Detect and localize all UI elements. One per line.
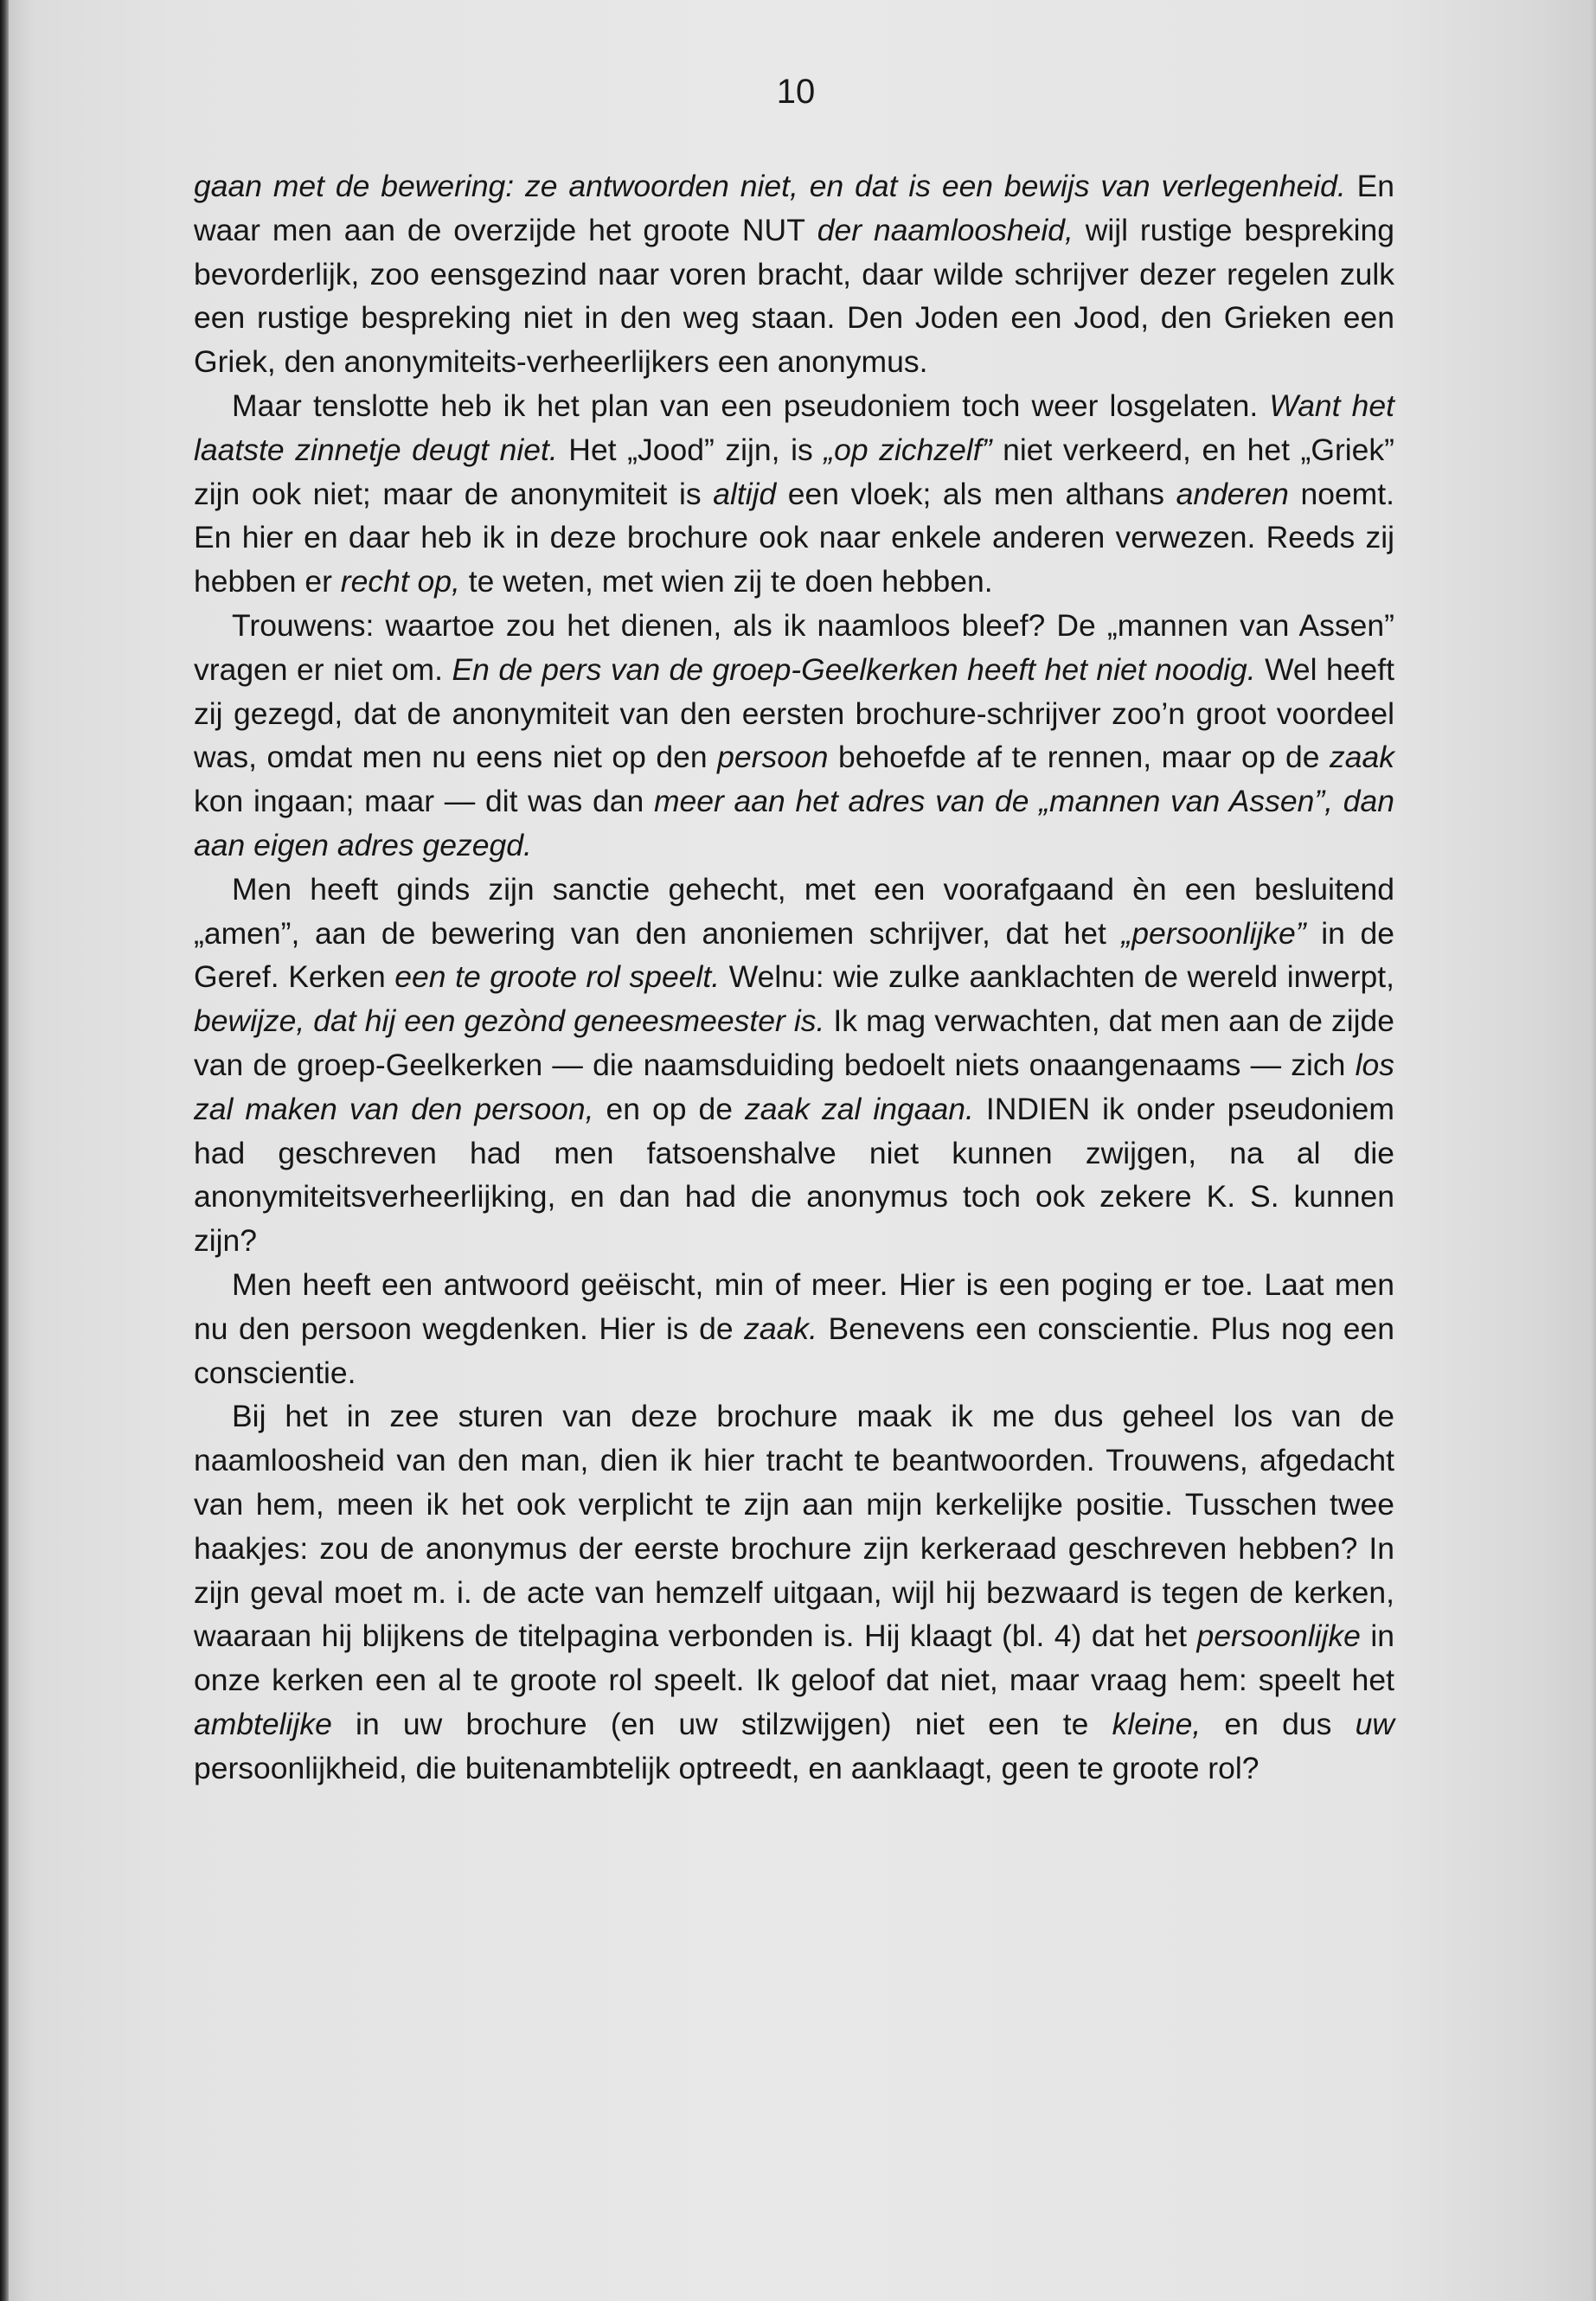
italic-text: los zal maken van den persoon,	[194, 1047, 1394, 1126]
text-run: Bij het in zee sturen van deze brochure maak ik me dus geheel los van de naamloosheid van den man, dien ik hier tracht te beantwoorden. Trouwens, afgedacht van hem, meen ik het ook verplicht te zijn aan mijn kerkelijke positie. Tusschen twee haakjes: zou de anonymus der eerste brochure zijn kerkeraad geschreven hebben? In zijn geval moet m. i. de acte van hemzelf uitgaan, wijl hij bezwaard is tegen de kerken, waaraan hij blijkens de titelpagina verbonden is. Hij klaagt (bl. 4) dat het	[194, 1399, 1394, 1654]
italic-text: „op zichzelf”	[824, 432, 992, 467]
paragraph	[194, 1263, 1394, 1394]
text-run: behoefde af te rennen, maar op de	[828, 740, 1330, 775]
text-run: Benevens een conscientie. Plus nog een conscientie.	[194, 1311, 1394, 1390]
text-run: en op de	[593, 1091, 745, 1126]
italic-text: altijd	[713, 476, 777, 511]
italic-text: persoonlijke	[1196, 1618, 1361, 1654]
text-run: niet verkeerd, en het „Griek” zijn ook niet; maar de anonymiteit is	[194, 432, 1394, 511]
text-run: wijl rustige bespreking bevorderlijk, zoo eensgezind naar voren bracht, daar wilde schrijver dezer regelen zulk een rustige bespreking niet in den weg staan. Den Joden een Jood, den Grieken een Griek, den anonymiteits-verheerlijkers een anonymus.	[194, 212, 1394, 380]
italic-text: zaak zal ingaan.	[745, 1091, 974, 1126]
italic-text: der naamloosheid,	[817, 212, 1074, 247]
text-run: Het „Jood” zijn, is	[557, 432, 824, 467]
text-run: Men heeft een antwoord geëischt, min of meer. Hier is een poging er toe. Laat men nu den persoon wegdenken. Hier is de	[194, 1266, 1394, 1346]
page-edge	[1591, 0, 1596, 2301]
text-run: Wel heeft zij gezegd, dat de anonymiteit van den eersten brochure-schrijver zoo’n groot voordeel was, omdat men nu eens niet op den	[194, 651, 1394, 775]
italic-text: persoon	[717, 740, 829, 775]
text-run	[974, 1092, 986, 1126]
paragraph	[194, 384, 1394, 604]
text-run: Men heeft ginds zijn sanctie gehecht, met een voorafgaand èn een besluitend „amen”, aan de bewering van den anoniemen schrijver, dat het	[194, 871, 1394, 951]
paragraph	[194, 868, 1394, 1263]
text-run: noemt. En hier en daar heb ik in deze brochure ook naar enkele anderen verwezen. Reeds zij hebben er	[194, 476, 1394, 599]
text-run: te weten, met wien zij te doen hebben.	[459, 564, 993, 599]
page-number: 10	[776, 73, 816, 111]
italic-text: bewijze, dat hij een gezònd geneesmeester is.	[194, 1003, 825, 1039]
text-run: en dus	[1201, 1706, 1356, 1741]
text-run: Welnu: wie zulke aanklachten de wereld inwerpt,	[720, 959, 1395, 995]
italic-text: „persoonlijke”	[1121, 915, 1306, 951]
text-run: Ik mag verwachten, dat men aan de zijde van de groep-Geelkerken — die naamsduiding bedoelt niets onaangenaams — zich	[194, 1003, 1395, 1082]
italic-text: gaan met de bewering: ze antwoorden niet, en dat is een bewijs van verlegenheid.	[194, 169, 1346, 203]
text-run: NUT	[741, 212, 805, 247]
text-run: in uw brochure (en uw stilzwijgen) niet een te	[331, 1706, 1112, 1741]
paragraph	[194, 604, 1394, 868]
italic-text: recht op,	[340, 564, 460, 599]
text-run: kon ingaan; maar — dit was dan	[194, 784, 654, 819]
text-run: in de Geref. Kerken	[194, 915, 1394, 995]
text-run	[805, 213, 817, 247]
italic-text: anderen	[1176, 476, 1289, 511]
text-run: in onze kerken een al te groote rol speelt. Ik geloof dat niet, maar vraag hem: speelt het	[194, 1618, 1395, 1698]
italic-text: zaak	[1330, 740, 1394, 775]
text-run: persoonlijkheid, die buitenambtelijk optreedt, en aanklaagt, geen te groote rol?	[194, 1750, 1259, 1785]
text-run: Maar tenslotte heb ik het plan van een pseudoniem toch weer losgelaten.	[232, 388, 1270, 423]
paragraph	[194, 164, 1394, 384]
text-run: En waar men aan de overzijde het groote	[194, 169, 1394, 247]
italic-text: Want het laatste zinnetje deugt niet.	[194, 388, 1394, 467]
italic-text: ambtelijke	[194, 1706, 332, 1741]
italic-text: uw	[1355, 1706, 1394, 1741]
book-spine-shadow	[0, 0, 9, 2301]
text-run: een vloek; als men althans	[776, 476, 1176, 511]
text-run: ik onder pseudoniem had geschreven had men fatsoenshalve niet kunnen zwijgen, na al die anonymiteitsverheerlijking, en dan had die anonymus toch ook zekere K. S. kunnen zijn?	[194, 1091, 1394, 1259]
italic-text: En de pers van de groep-Geelkerken heeft het niet noodig.	[452, 651, 1256, 687]
italic-text: kleine,	[1112, 1706, 1202, 1741]
text-run: Trouwens: waartoe zou het dienen, als ik naamloos bleef? De „mannen van Assen” vragen er niet om.	[194, 607, 1394, 687]
italic-text: zaak.	[744, 1311, 817, 1346]
paragraph	[194, 1394, 1394, 1790]
italic-text: meer aan het adres van de „mannen van Assen”, dan aan eigen adres gezegd.	[194, 784, 1394, 862]
body-text	[194, 164, 1394, 1790]
italic-text: een te groote rol speelt.	[394, 959, 721, 995]
text-run: INDIEN	[985, 1091, 1091, 1126]
